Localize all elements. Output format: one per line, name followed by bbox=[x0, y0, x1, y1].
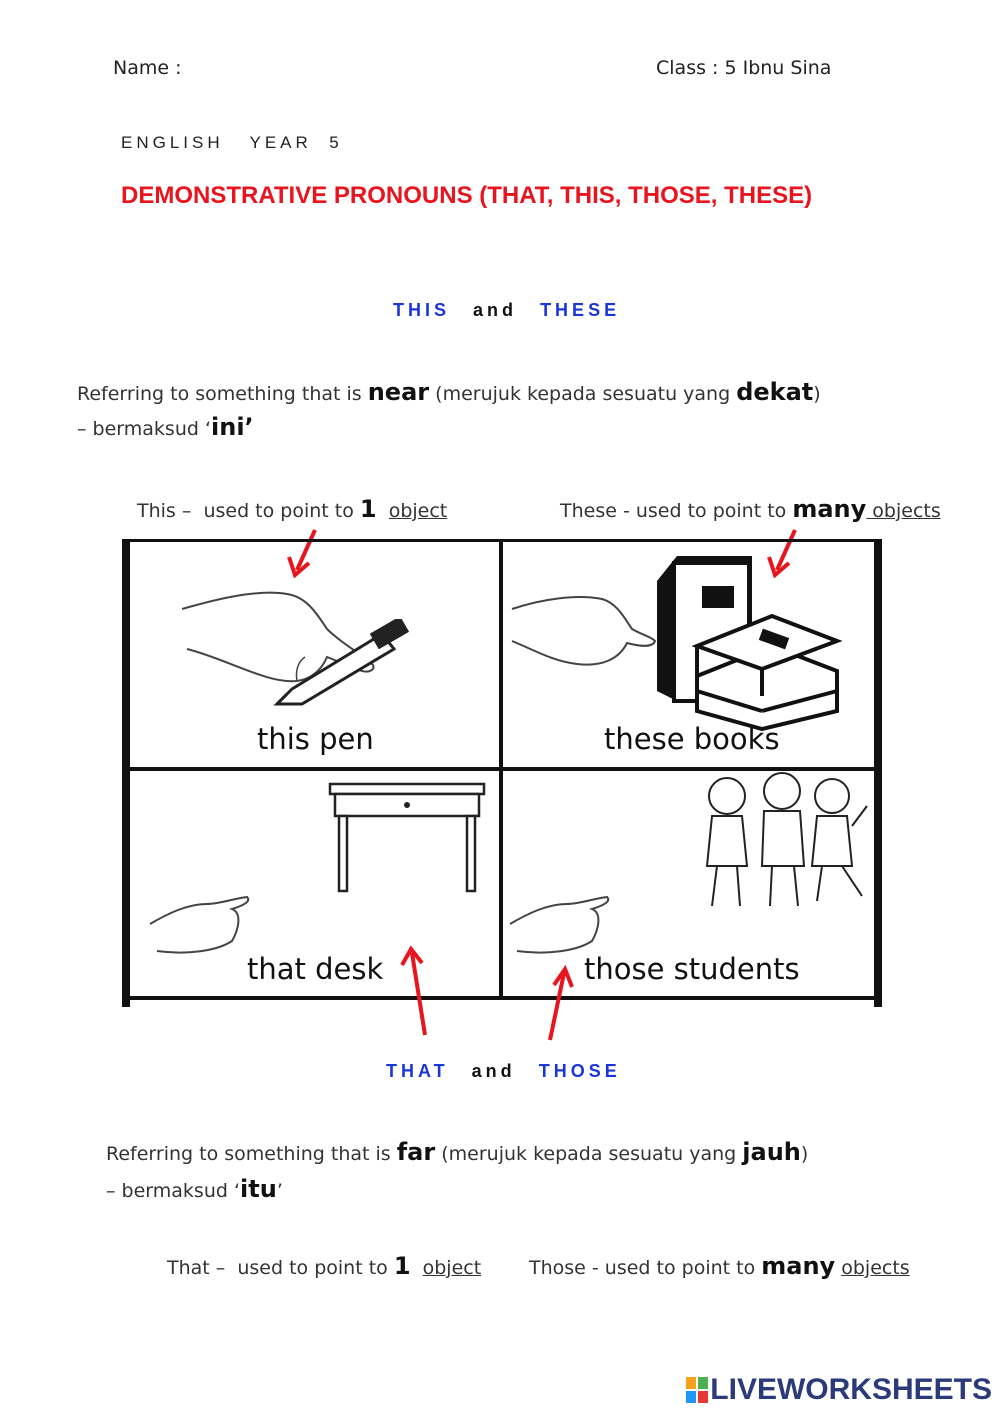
caption-those-students: those students bbox=[584, 952, 800, 986]
logo-badge-icon bbox=[686, 1377, 708, 1403]
many-word: many bbox=[792, 495, 867, 523]
caption-these-books: these books bbox=[604, 722, 780, 756]
those-usage bbox=[529, 1252, 910, 1280]
far-definition-line1 bbox=[106, 1138, 808, 1166]
that-usage bbox=[167, 1252, 481, 1280]
far-word: far bbox=[396, 1138, 436, 1166]
near-word: near bbox=[367, 378, 430, 406]
red-arrow-icon bbox=[540, 965, 580, 1045]
text: – bermaksud ‘ bbox=[106, 1180, 241, 1202]
far-definition-line2 bbox=[106, 1175, 283, 1203]
that-those-heading bbox=[386, 1061, 621, 1082]
object-word: object bbox=[422, 1257, 482, 1279]
page-title: DEMONSTRATIVE PRONOUNS (THAT, THIS, THOSE, THESE) bbox=[121, 182, 813, 209]
text: (merujuk kepada sesuatu yang bbox=[435, 1143, 743, 1165]
object-word: object bbox=[388, 500, 448, 522]
number-one: 1 bbox=[393, 1252, 411, 1280]
text: ’ bbox=[276, 1180, 283, 1202]
books-icon bbox=[652, 551, 852, 731]
heading-these: THESE bbox=[540, 300, 621, 320]
students-icon bbox=[692, 771, 872, 916]
near-definition-line2 bbox=[77, 413, 254, 441]
text: ) bbox=[800, 1143, 809, 1165]
text: Referring to something that is bbox=[77, 383, 368, 405]
ini-word: ini’ bbox=[211, 413, 254, 441]
heading-that: THAT bbox=[386, 1061, 449, 1081]
itu-word: itu bbox=[240, 1175, 277, 1203]
text: That – used to point to bbox=[167, 1257, 394, 1279]
text: ) bbox=[813, 383, 821, 405]
text: – bermaksud ‘ bbox=[77, 418, 212, 440]
text: (merujuk kepada sesuatu yang bbox=[429, 383, 737, 405]
picture-grid bbox=[122, 539, 882, 1007]
heading-this: THIS bbox=[393, 300, 451, 320]
objects-word: objects bbox=[866, 500, 941, 522]
caption-this-pen: this pen bbox=[257, 722, 374, 756]
class-label: Class : 5 Ibnu Sina bbox=[656, 57, 832, 79]
this-these-heading bbox=[393, 300, 620, 321]
text: Referring to something that is bbox=[106, 1143, 397, 1165]
text: These - used to point to bbox=[560, 500, 793, 522]
this-usage bbox=[137, 495, 447, 523]
number-one: 1 bbox=[359, 495, 377, 523]
logo-text: LIVEWORKSHEETS bbox=[710, 1373, 992, 1406]
desk-icon bbox=[327, 781, 487, 896]
objects-word: objects bbox=[841, 1257, 910, 1279]
grid-border-left bbox=[122, 539, 130, 1007]
many-word: many bbox=[761, 1252, 836, 1280]
grid-border-right bbox=[874, 539, 882, 1007]
dekat-word: dekat bbox=[736, 378, 814, 406]
subject-label: ENGLISH YEAR 5 bbox=[121, 133, 343, 152]
these-usage bbox=[560, 495, 941, 523]
red-arrow-icon bbox=[400, 945, 440, 1040]
pointing-hand-icon bbox=[147, 889, 252, 964]
text: This – used to point to bbox=[137, 500, 360, 522]
liveworksheets-logo[interactable] bbox=[686, 1372, 992, 1407]
name-label: Name : bbox=[113, 57, 182, 79]
jauh-word: jauh bbox=[742, 1138, 801, 1166]
heading-and: and bbox=[473, 300, 518, 320]
grid-divider-v bbox=[499, 539, 503, 1000]
pointing-hand-icon bbox=[507, 569, 657, 689]
heading-and: and bbox=[471, 1061, 516, 1081]
near-definition-line1 bbox=[77, 378, 821, 406]
caption-that-desk: that desk bbox=[247, 952, 384, 986]
heading-those: THOSE bbox=[538, 1061, 621, 1081]
text: Those - used to point to bbox=[529, 1257, 762, 1279]
pen-icon bbox=[272, 619, 412, 709]
